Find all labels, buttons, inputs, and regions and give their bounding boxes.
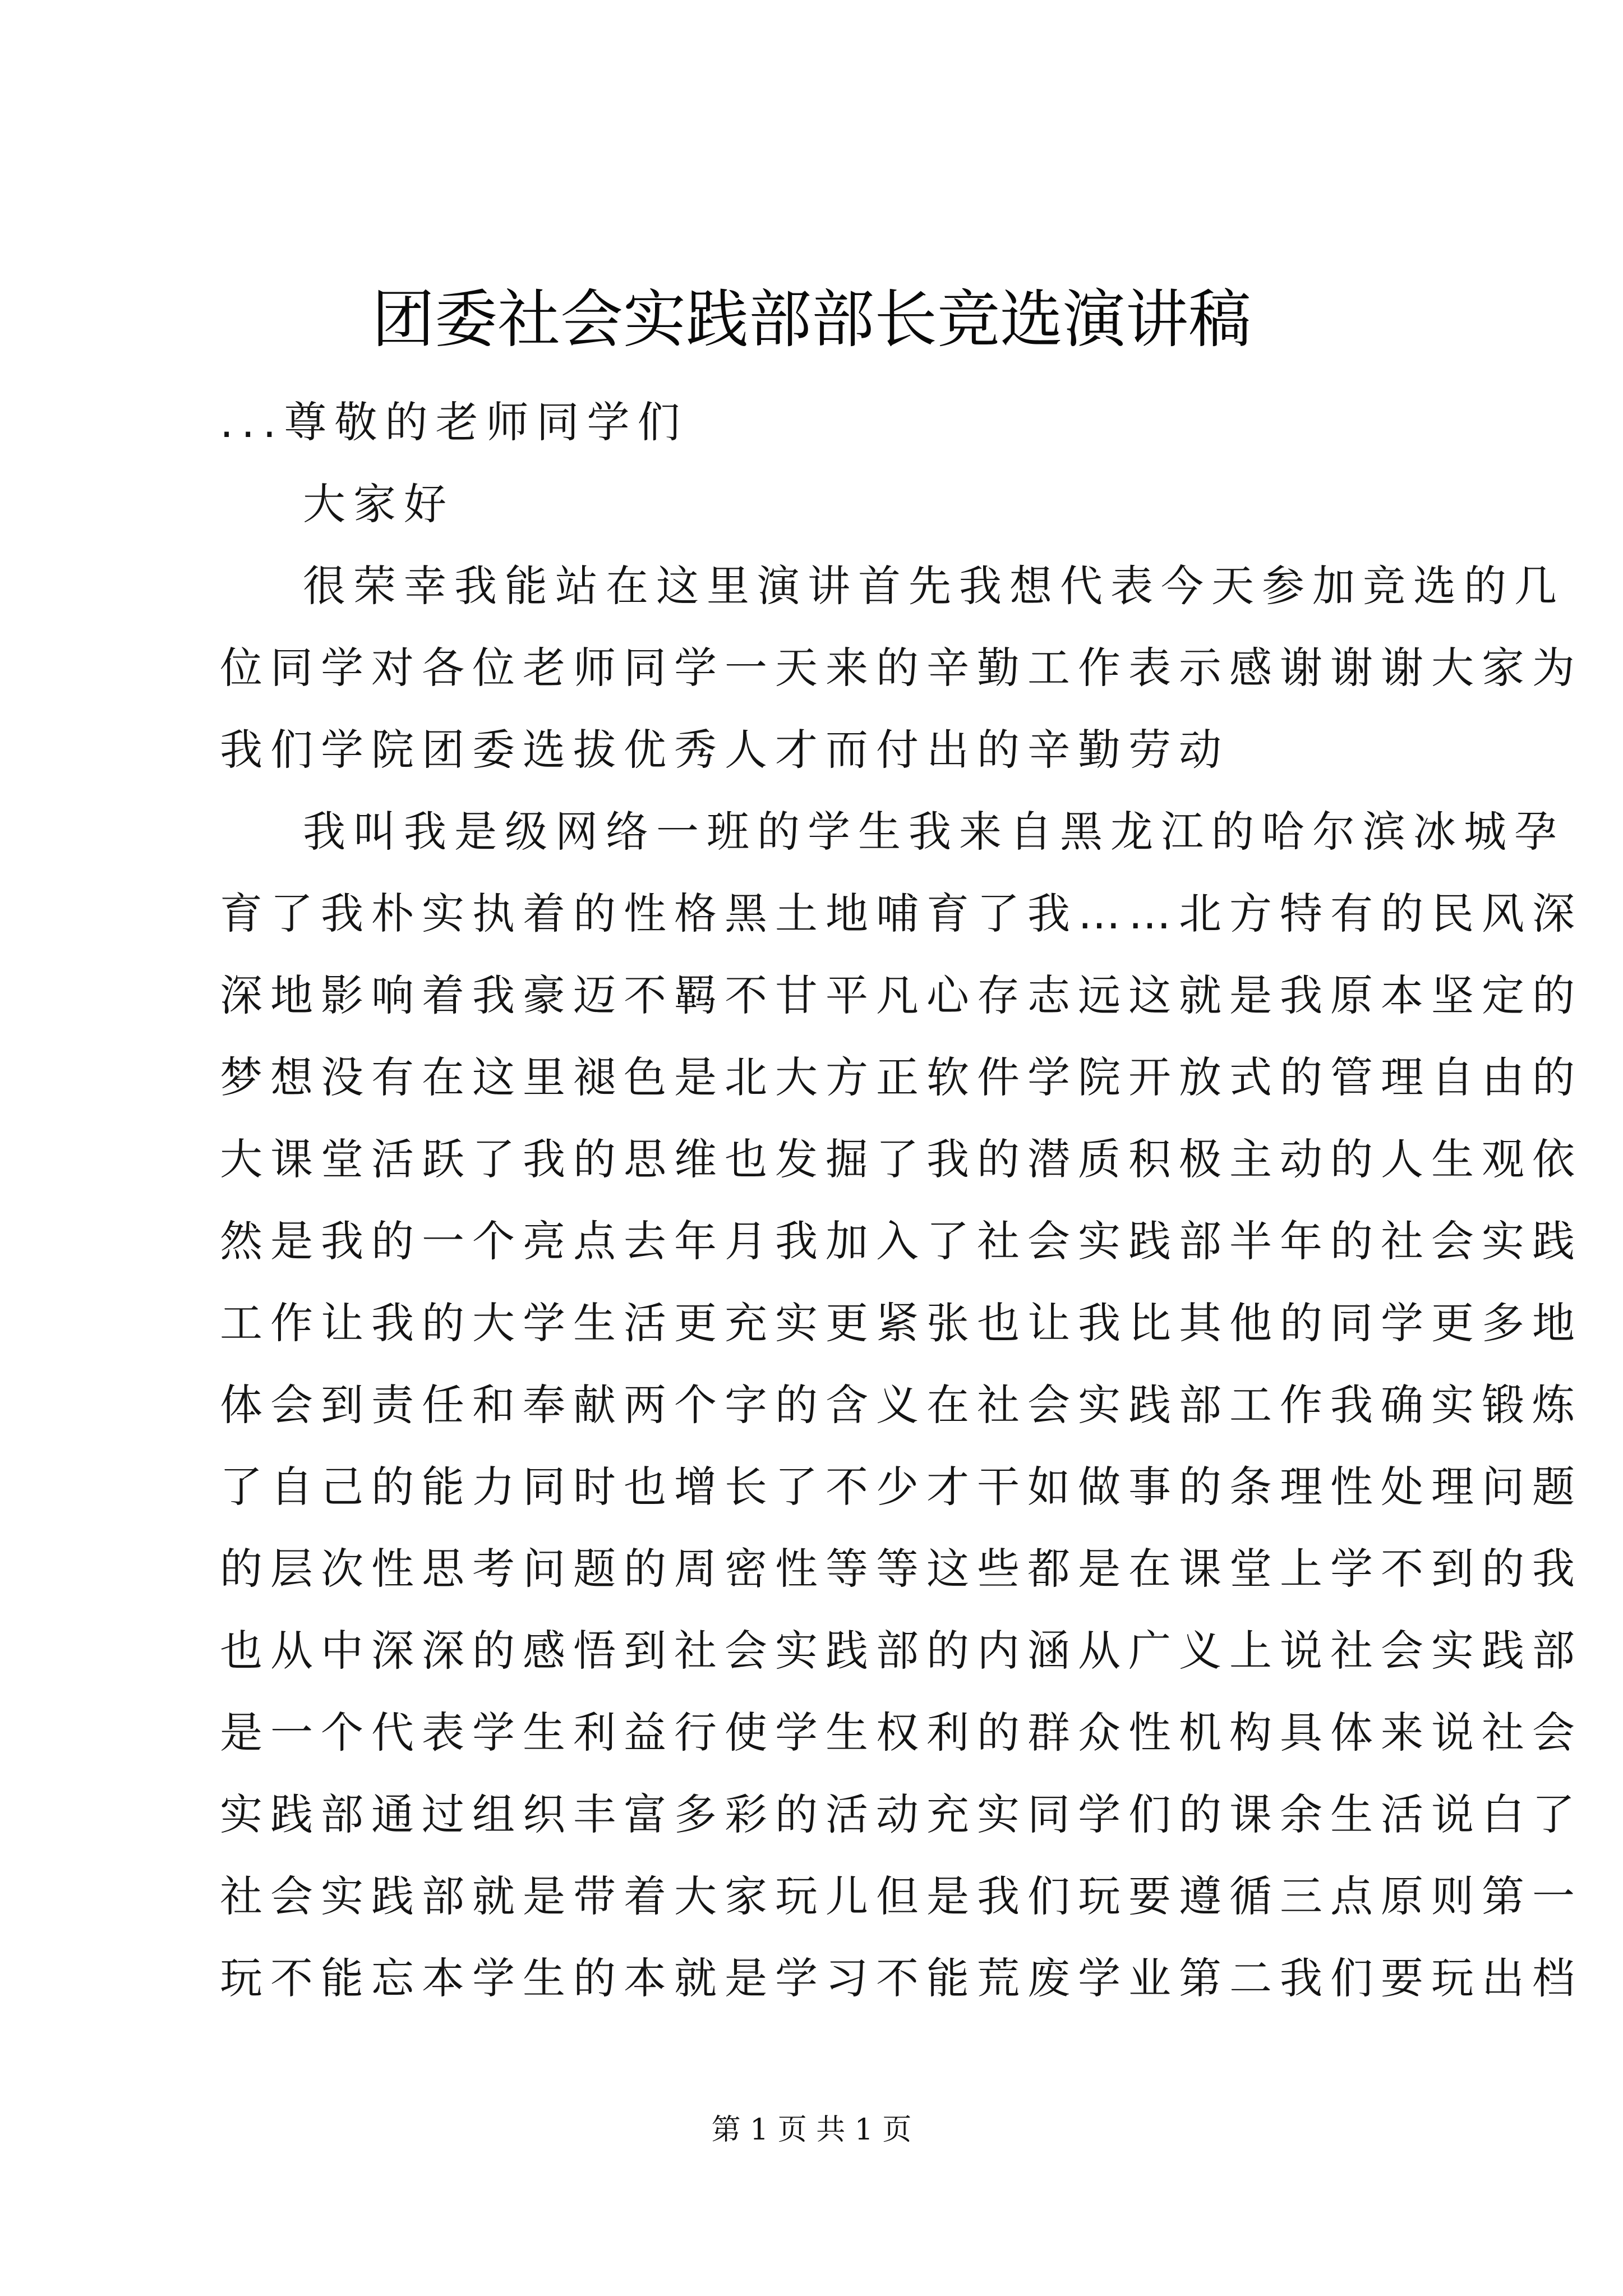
- paragraph-line: 社会实践部就是带着大家玩儿但是我们玩要遵循三点原则第一: [220, 1871, 1583, 1921]
- greeting: 大家好: [303, 479, 454, 529]
- page-number-footer: 第 1 页 共 1 页: [711, 2113, 912, 2147]
- document-body: [220, 381, 1583, 2019]
- paragraph-line: 深地影响着我豪迈不羁不甘平凡心存志远这就是我原本坚定的: [220, 970, 1583, 1020]
- paragraph-line: 很荣幸我能站在这里演讲首先我想代表今天参加竞选的几: [303, 561, 1565, 611]
- paragraph-line: 我们学院团委选拔优秀人才而付出的辛勤劳动: [220, 725, 1229, 775]
- paragraph-line: 体会到责任和奉献两个字的含义在社会实践部工作我确实锻炼: [220, 1380, 1583, 1430]
- paragraph-line: 玩不能忘本学生的本就是学习不能荒废学业第二我们要玩出档: [220, 1953, 1583, 2003]
- paragraph-1: [220, 545, 1583, 791]
- paragraph-line: 梦想没有在这里褪色是北大方正软件学院开放式的管理自由的: [220, 1052, 1583, 1102]
- document-title: 团委社会实践部部长竞选演讲稿: [372, 283, 1251, 356]
- paragraph-line: 了自己的能力同时也增长了不少才干如做事的条理性处理问题: [220, 1462, 1583, 1512]
- salutation: ...尊敬的老师同学们: [220, 397, 688, 447]
- paragraph-line: 的层次性思考问题的周密性等等这些都是在课堂上学不到的我: [220, 1544, 1583, 1594]
- paragraph-line: 位同学对各位老师同学一天来的辛勤工作表示感谢谢谢大家为: [220, 643, 1583, 693]
- paragraph-line: 育了我朴实执着的性格黑土地哺育了我……北方特有的民风深: [220, 889, 1583, 938]
- paragraph-line: 是一个代表学生利益行使学生权利的群众性机构具体来说社会: [220, 1708, 1583, 1757]
- paragraph-line: 实践部通过组织丰富多彩的活动充实同学们的课余生活说白了: [220, 1789, 1583, 1839]
- paragraph-2: [220, 791, 1583, 2019]
- paragraph-line: 也从中深深的感悟到社会实践部的内涵从广义上说社会实践部: [220, 1626, 1583, 1676]
- paragraph-line: 工作让我的大学生活更充实更紧张也让我比其他的同学更多地: [220, 1298, 1583, 1348]
- paragraph-line: 然是我的一个亮点去年月我加入了社会实践部半年的社会实践: [220, 1216, 1583, 1266]
- paragraph-line: 我叫我是级网络一班的学生我来自黑龙江的哈尔滨冰城孕: [303, 807, 1565, 857]
- paragraph-line: 大课堂活跃了我的思维也发掘了我的潜质积极主动的人生观依: [220, 1134, 1583, 1184]
